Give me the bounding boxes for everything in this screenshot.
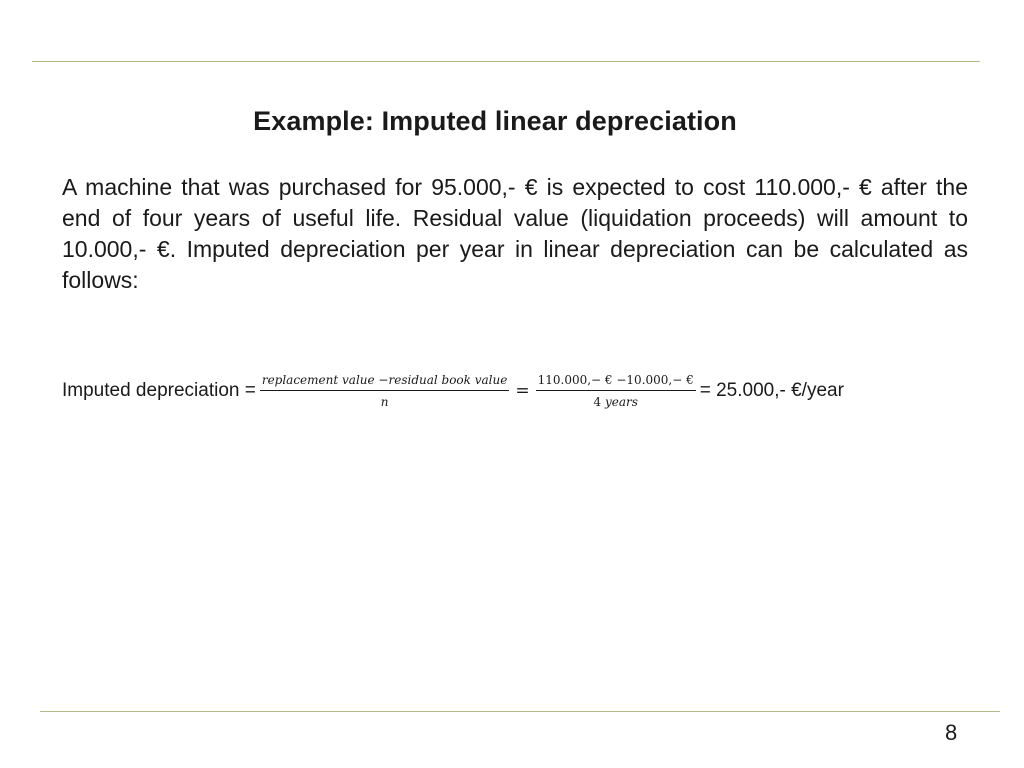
fraction-numerator-values: 110.000,− € −10.000,− € (536, 372, 696, 391)
body-paragraph: A machine that was purchased for 95.000,- € is expected to cost 110.000,- € after the end of four years of useful life. Residual value (liquidation proceeds) will amount to 10.000,- €. Imputed depreciation per year in linear depreciation can be calculated as follows: (62, 174, 968, 293)
formula-label: Imputed depreciation = (62, 380, 256, 401)
denominator-unit: years (604, 395, 638, 409)
page-number: 8 (945, 720, 958, 745)
equals-sign: = (515, 381, 530, 401)
slide-title: Example: Imputed linear depreciation (253, 106, 737, 136)
formula-fraction-values (536, 372, 696, 410)
fraction-denominator: n (380, 395, 389, 409)
depreciation-formula (62, 368, 844, 414)
top-divider (32, 61, 980, 62)
bottom-divider (40, 711, 1000, 712)
fraction-denominator-values (593, 391, 637, 410)
formula-fraction-general (260, 372, 510, 410)
fraction-numerator: replacement value −residual book value (260, 372, 510, 391)
formula-result: = 25.000,- €/year (699, 380, 844, 401)
denominator-number: 4 (593, 395, 602, 409)
